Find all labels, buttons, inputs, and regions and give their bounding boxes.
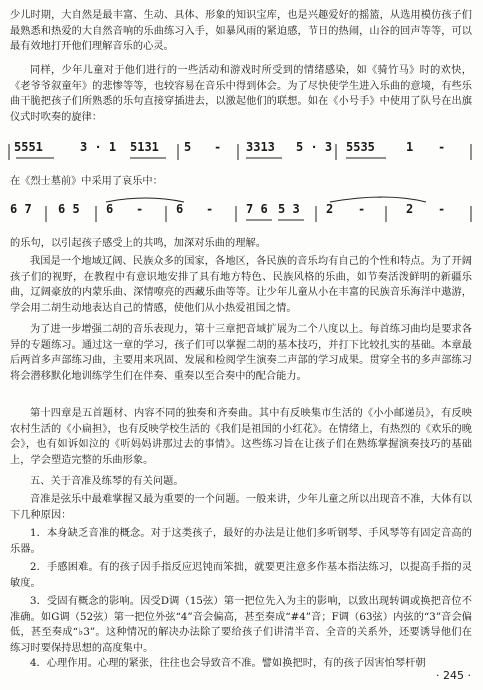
- paragraph-4: 我国是一个地域辽阔、民族众多的国家，各地区，各民族的音乐均有自己的个性和特点。为了开阔孩子们的视野，在教程中有意识地安排了具有地方特色、民族风格的乐曲，如节奏活泼鲜明的新疆乐曲，辽阔豪放的内蒙乐曲、深情嘹亮的西藏乐曲等等。让少年儿童从小在丰富的民族音乐海洋中遨游，学会用二胡生动地表达自己的情感，使他们从小热爱祖国之情。: [10, 256, 472, 314]
- notation-2-measure-f: -: [206, 202, 214, 216]
- list-item-3: 3．受固有概念的影响。因受D调（15弦）第一把位先入为主的影响，以致出现转调或换把音位不准确。如G调（52弦）第一把位外弦“4”音会偏高，甚至奏成“#4”音；F调（63弦）内弦的“3”音会偏低，甚至奏成“♭3”。这种情况的解决办法除了要给孩子们讲清半音、全音的关系外，还要诱导他们在练习时要保持思想的高度集中。: [10, 596, 472, 654]
- notation-2-measure-b: 6 5: [58, 202, 80, 216]
- list-item-4: 4．心理作用。心理的紧张，往往也会导致音不准。譬如换把时，有的孩子因害怕琴杆朝: [30, 658, 426, 669]
- section-heading: 五、关于音准及练琴的有关问题。: [30, 476, 184, 487]
- music-notation-line-1: [6, 134, 476, 174]
- paragraph-7: 音准是弦乐中最难掌握又最为重要的一个问题。一般来讲，少年儿童之所以出现音不准，大体有以下几种原因：: [10, 494, 472, 521]
- notation-2-measure-a: 6 7: [10, 202, 32, 216]
- paragraph-1: 少儿时期，大自然是最丰富、生动、具体、形象的知识宝库，也是兴趣爱好的摇篮，从选用模仿孩子们最熟悉和热爱的大自然音响的乐曲练习入手，如暴风雨的紧迫感，节日的热闹，山谷的回声等等，可以最有效地打开他们理解音乐的心灵。: [10, 10, 472, 53]
- notation-1-measure-b: 3 · 1: [80, 140, 117, 154]
- notation-1-measure-g: 5 · 3: [296, 140, 333, 154]
- list-item-1: 1．本身缺乏音准的概念。对于这类孩子，最好的办法是让他们多听钢琴、手风琴等有固定音高的乐器。: [10, 528, 472, 555]
- notation-1-measure-a: 5551: [14, 140, 43, 154]
- list-item-2: 2．手感困难。有的孩子因手指反应迟钝而笨拙，就要更注意多作基本指法练习，以提高手指的灵敏度。: [10, 562, 472, 589]
- notation-2-measure-g: 7 6: [246, 202, 268, 216]
- notation-caption: 在《烈士墓前》中采用了哀乐中：: [10, 176, 163, 187]
- notation-1-measure-e: -: [214, 140, 222, 154]
- notation-2-measure-i: 2: [326, 202, 334, 216]
- notation-1-measure-i: 1: [406, 140, 414, 154]
- notation-1-measure-d: 5: [184, 140, 192, 154]
- paragraph-6: 第十四章是五首题材、内容不同的独奏和齐奏曲。其中有反映集市生活的《小小邮递员》，有反映农村生活的《小扁担》，也有反映学校生活的《我们是祖国的小红花》。在情绪上，有热烈的《欢乐的晚会》，也有如诉如泣的《听妈妈讲那过去的事情》。这些练习旨在让孩子们在熟练掌握演奏技巧的基础上，学会塑造完整的乐曲形象。: [10, 408, 472, 466]
- notation-2-measure-d: -: [136, 202, 144, 216]
- notation-1-measure-c: 5131: [130, 140, 159, 154]
- notation-2-measure-j: -: [358, 202, 366, 216]
- page-number: · 245 ·: [436, 669, 471, 682]
- notation-2-measure-c: 6: [106, 202, 114, 216]
- notation-2-measure-k: 2: [406, 202, 414, 216]
- paragraph-5: 为了进一步增强二胡的音乐表现力，第十三章把音域扩展为二个八度以上。每首练习曲均是要求各异的专题练习。通过这一章的学习，孩子们可以掌握二胡的基本技巧，并打下比较扎实的基础。本章最后两首多声部练习曲，主要用来巩固、发展和检阅学生演奏二声部的学习成果。贯穿全书的多声部练习将会潜移默化地训练学生们在伴奏、重奏以至合奏中的配合能力。: [10, 324, 472, 382]
- music-notation-line-2: [6, 196, 476, 236]
- notation-1-measure-j: -: [438, 140, 446, 154]
- notation-1-measure-f: 3313: [246, 140, 275, 154]
- notation-2-measure-e: 6: [176, 202, 184, 216]
- paragraph-2: 同样，少年儿童对于他们进行的一些活动和游戏时所受到的情绪感染，如《骑竹马》时的欢快，《老爷爷叙童年》的悲惨等等，也较容易在音乐中得到体会。为了尽快使学生进入乐曲的意境，有些乐曲干脆把孩子们所熟悉的乐句直接穿插进去，以激起他们的联想。如在《小号手》中使用了队号在出旗仪式时吹奏的旋律：: [10, 65, 472, 123]
- notation-1-measure-h: 5535: [346, 140, 375, 154]
- notation-2-measure-l: -: [438, 202, 446, 216]
- notation-2-measure-h: 5 3: [278, 202, 300, 216]
- paragraph-3: 的乐句，以引起孩子感受上的共鸣，加深对乐曲的理解。: [10, 238, 266, 249]
